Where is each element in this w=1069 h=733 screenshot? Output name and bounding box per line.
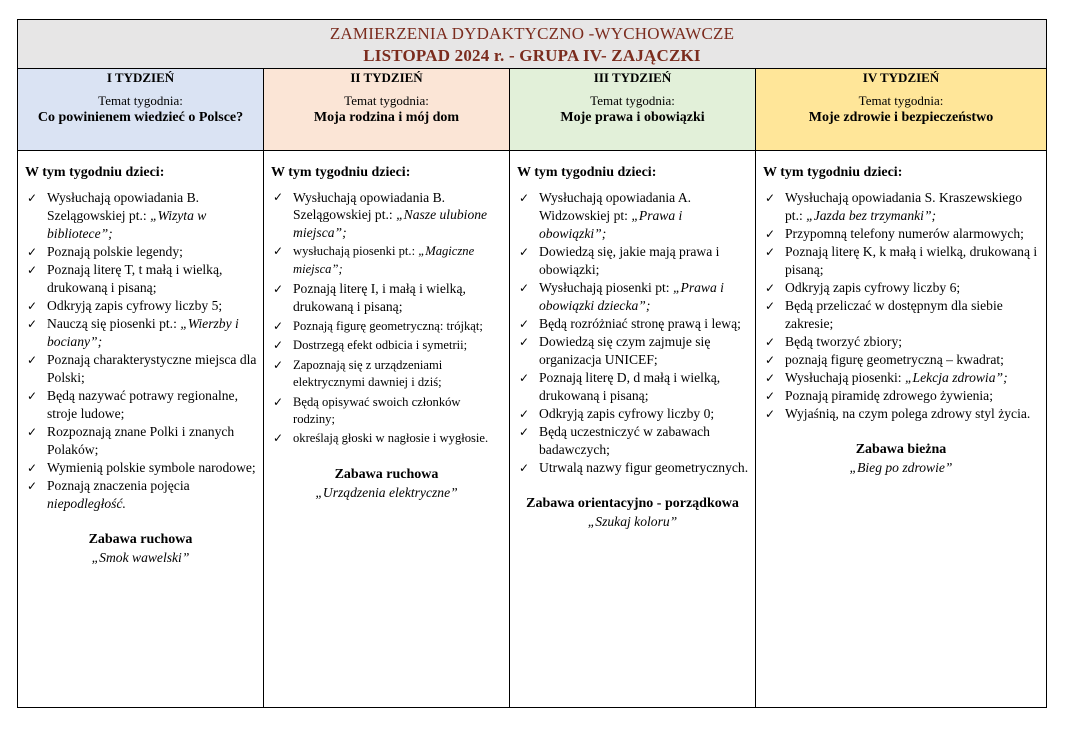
week-intro: W tym tygodniu dzieci: (25, 165, 165, 180)
title-line-1: ZAMIERZENIA DYDAKTYCZNO -WYCHOWAWCZE (329, 24, 735, 43)
plan-table (17, 19, 1047, 708)
title-banner (18, 20, 1046, 69)
activity-text: Poznają polskie legendy; (47, 244, 183, 259)
activity-text: Odkryją zapis cyfrowy liczby 5; (47, 298, 223, 313)
activity-text: Będą nazywać potrawy regionalne, stroje ludowe; (47, 388, 238, 421)
activity-list (510, 189, 755, 477)
week-topic: Moje prawa i obowiązki (560, 110, 705, 125)
activity-text: Wysłuchają opowiadania B. Szelągowskiej pt.: (293, 190, 446, 223)
activity-text: Poznają charakterystyczne miejsca dla Polski; (47, 352, 257, 385)
activity-item (273, 394, 503, 429)
activity-text: Odkryją zapis cyfrowy liczby 6; (785, 280, 961, 295)
topic-label: Temat tygodnia: (98, 93, 183, 108)
activity-text: Przypomną telefony numerów alarmowych; (785, 226, 1024, 241)
activity-title: „Lekcja zdrowia”; (905, 370, 1008, 385)
title-line-2: LISTOPAD 2024 r. - GRUPA IV- ZAJĄCZKI (363, 46, 701, 65)
week-column-1 (18, 151, 264, 707)
activity-text: Poznają literę T, t małą i wielką, drukowaną i pisaną; (47, 262, 223, 295)
activity-item (519, 333, 749, 369)
activity-item (519, 279, 749, 315)
game-type: Zabawa bieżna (855, 442, 947, 457)
week-intro: W tym tygodniu dzieci: (763, 165, 903, 180)
week-column-3 (510, 151, 756, 707)
activity-text: Wysłuchają opowiadania S. Kraszewskiego pt.: (785, 190, 1023, 223)
activity-item (519, 189, 749, 243)
activity-item (765, 243, 1040, 279)
game-name: „Bieg po zdrowie” (849, 460, 953, 475)
week-header-3 (510, 69, 756, 150)
activity-item (765, 351, 1040, 369)
activity-list (264, 189, 509, 448)
activity-text: Dowiedzą się, jakie mają prawa i obowiązki; (539, 244, 720, 277)
week-header-row (18, 69, 1046, 151)
activity-item (27, 387, 257, 423)
game-name: „Smok wawelski” (91, 550, 190, 565)
activity-item (765, 387, 1040, 405)
game-type: Zabawa orientacyjno - porządkowa (526, 496, 739, 511)
week-header-1 (18, 69, 264, 150)
week-label: IV TYDZIEŃ (862, 70, 940, 85)
week-topic: Moja rodzina i mój dom (313, 110, 460, 125)
topic-label: Temat tygodnia: (344, 93, 429, 108)
activity-item (765, 279, 1040, 297)
topic-label: Temat tygodnia: (858, 93, 944, 108)
activity-title: „Nasze ulubione miejsca”; (293, 207, 488, 240)
activity-item (27, 297, 257, 315)
activity-text: Poznają piramidę zdrowego żywienia; (785, 388, 993, 403)
activity-item (273, 318, 503, 335)
activity-title: „Prawa i obowiązki dziecka”; (539, 280, 724, 313)
activity-item (27, 459, 257, 477)
activity-item (273, 337, 503, 354)
activity-text: Rozpoznają znane Polki i znanych Polaków; (47, 424, 235, 457)
activity-text: Będą opisywać swoich członków rodziny; (293, 394, 461, 427)
activity-text: Utrwalą nazwy figur geometrycznych. (539, 460, 749, 475)
activity-text: Dostrzegą efekt odbicia i symetrii; (293, 338, 468, 353)
activity-item (765, 333, 1040, 351)
activity-list (756, 189, 1046, 423)
activity-text: Będą uczestniczyć w zabawach badawczych; (539, 424, 710, 457)
activity-text: Wysłuchają piosenki: (785, 370, 905, 385)
activity-text: Poznają literę D, d małą i wielką, drukowaną i pisaną; (539, 370, 721, 403)
game-block (18, 531, 263, 567)
week-intro: W tym tygodniu dzieci: (517, 165, 657, 180)
week-column-2 (264, 151, 510, 707)
week-topic: Co powinienem wiedzieć o Polsce? (37, 110, 244, 125)
activity-list (18, 189, 263, 513)
activity-text: Poznają znaczenia pojęcia (47, 478, 190, 493)
activity-text: Poznają literę K, k małą i wielką, drukowaną i pisaną; (785, 244, 1038, 277)
week-label: III TYDZIEŃ (593, 70, 672, 85)
activity-item (27, 477, 257, 513)
activity-title: „Prawa i obowiązki”; (539, 208, 683, 241)
activity-item (765, 297, 1040, 333)
activity-item (273, 189, 503, 241)
game-name: „Urządzenia elektryczne” (315, 484, 458, 500)
activity-item (765, 189, 1040, 225)
activity-item (27, 423, 257, 459)
activity-item (765, 225, 1040, 243)
activity-title: „Wizyta w bibliotece”; (47, 208, 207, 241)
activity-item (273, 280, 503, 316)
topic-label: Temat tygodnia: (590, 93, 675, 108)
activity-text: wysłuchają piosenki pt.: (293, 244, 419, 259)
activity-item (273, 430, 503, 447)
activity-text: Wysłuchają opowiadania B. Szelągowskiej pt.: (47, 190, 200, 223)
week-label: II TYDZIEŃ (350, 70, 423, 85)
activity-title: „Wierzby i bociany”; (47, 316, 239, 349)
activity-item (519, 459, 749, 477)
activity-text: Zapoznają się z urządzeniami elektrycznymi dawniej i dziś; (293, 357, 443, 390)
activity-title: „Jazda bez trzymanki”; (806, 208, 937, 223)
game-type: Zabawa ruchowa (334, 466, 439, 482)
week-header-2 (264, 69, 510, 150)
activity-item (27, 243, 257, 261)
activity-item (27, 351, 257, 387)
game-name: „Szukaj koloru” (587, 514, 678, 529)
week-column-4 (756, 151, 1046, 707)
activity-item (27, 261, 257, 297)
activity-text: Odkryją zapis cyfrowy liczby 0; (539, 406, 715, 421)
activity-item (27, 315, 257, 351)
activity-item (273, 243, 503, 278)
week-header-4 (756, 69, 1046, 150)
activity-item (519, 369, 749, 405)
activity-text: określają głoski w nagłosie i wygłosie. (293, 431, 489, 446)
activity-text: Będą tworzyć zbiory; (785, 334, 903, 349)
activity-title: niepodległość. (47, 496, 126, 511)
activity-item (27, 189, 257, 243)
activity-item (519, 315, 749, 333)
activity-text: Wysłuchają piosenki pt: (539, 280, 673, 295)
game-type: Zabawa ruchowa (88, 532, 193, 547)
activity-text: Będą rozróżniać stronę prawą i lewą; (539, 316, 741, 331)
activity-text: Będą przeliczać w dostępnym dla siebie zakresie; (785, 298, 1003, 331)
week-topic: Moje zdrowie i bezpieczeństwo (808, 110, 994, 125)
activity-item (273, 357, 503, 392)
activity-text: Dowiedzą się czym zajmuje się organizacja UNICEF; (539, 334, 711, 367)
game-block (264, 466, 509, 502)
activity-item (519, 423, 749, 459)
game-block (510, 495, 755, 531)
activity-text: poznają figurę geometryczną – kwadrat; (785, 352, 1004, 367)
game-block (756, 441, 1046, 477)
activity-text: Wyjaśnią, na czym polega zdrowy styl życia. (785, 406, 1031, 421)
activity-text: Wymienią polskie symbole narodowe; (47, 460, 256, 475)
activity-item (765, 405, 1040, 423)
week-intro: W tym tygodniu dzieci: (271, 165, 411, 180)
activity-item (519, 405, 749, 423)
week-label: I TYDZIEŃ (106, 70, 175, 85)
activity-item (519, 243, 749, 279)
activity-text: Poznają literę I, i małą i wielką, drukowaną i pisaną; (293, 281, 466, 315)
activity-text: Nauczą się piosenki pt.: (47, 316, 181, 331)
activity-text: Wysłuchają opowiadania A. Widzowskiej pt: (539, 190, 692, 223)
activity-text: Poznają figurę geometryczną: trójkąt; (293, 319, 483, 334)
activity-item (765, 369, 1040, 387)
activity-title: „Magiczne miejsca”; (293, 244, 475, 276)
